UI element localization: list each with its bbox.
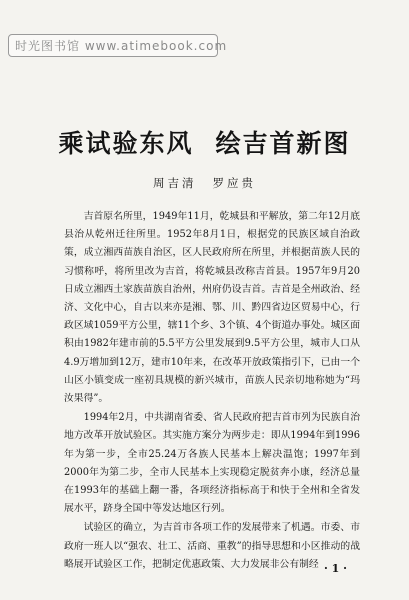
- title-part-1: 乘试验东风: [58, 129, 194, 158]
- article-title: [0, 124, 409, 160]
- author-line: [0, 175, 409, 191]
- author-name: 周吉清: [153, 176, 197, 190]
- page-number: · 1 ·: [324, 562, 347, 575]
- author-name: 罗应贵: [212, 176, 256, 190]
- watermark-stamp: 时光图书馆 www.atimebook.com: [8, 34, 218, 57]
- body-paragraph: 1994年2月，中共湖南省委、省人民政府把吉首市列为民族自治地方改革开放试验区。其实施方案分为两步走：即从1994年到1996年为第一步，全市25.24万各族人民基本上解决温饱；1997年到2000年为第二步，全市人民基本上实现稳定脱贫奔小康，经济总量在1993年的基础上翻一番，各项经济指标高于和快于全州和全省发展水平，跻身全国中等发达地区行列。: [64, 412, 360, 515]
- body-paragraph: 试验区的确立，为吉首市各项工作的发展带来了机遇。市委、市政府一班人以“强农、壮工、活商、重教”的指导思想和小区推动的战略展开试验区工作，把制定优惠政策、大力发展非公有制经: [64, 522, 360, 570]
- article-body: [64, 208, 360, 574]
- title-part-2: 绘吉首新图: [215, 129, 351, 158]
- body-paragraph: 吉首原名所里，1949年11月，乾城县和平解放，第二年12月底县治从乾州迁往所里。1952年8月1日，根据党的民族区域自治政策，成立湘西苗族自治区，区人民政府所在所里，并根据苗族人民的习惯称呼，将所里改为吉首，将乾城县改称吉首县。1957年9月20日成立湘西土家族苗族自治州，州府仍设吉首。吉首是全州政治、经济、文化中心，自古以来亦是湘、鄂、川、黔四省边区贸易中心，行政区域1059平方公里，辖11个乡、3个镇、4个街道办事处。城区面积由1982年建市前的5.5平方公里发展到9.5平方公里，城市人口从4.9万增加到12万，建市10年来，在改革开放政策指引下，已由一个山区小镇变成一座初具规模的新兴城市，苗族人民亲切地称她为“玛汝果得”。: [64, 211, 360, 405]
